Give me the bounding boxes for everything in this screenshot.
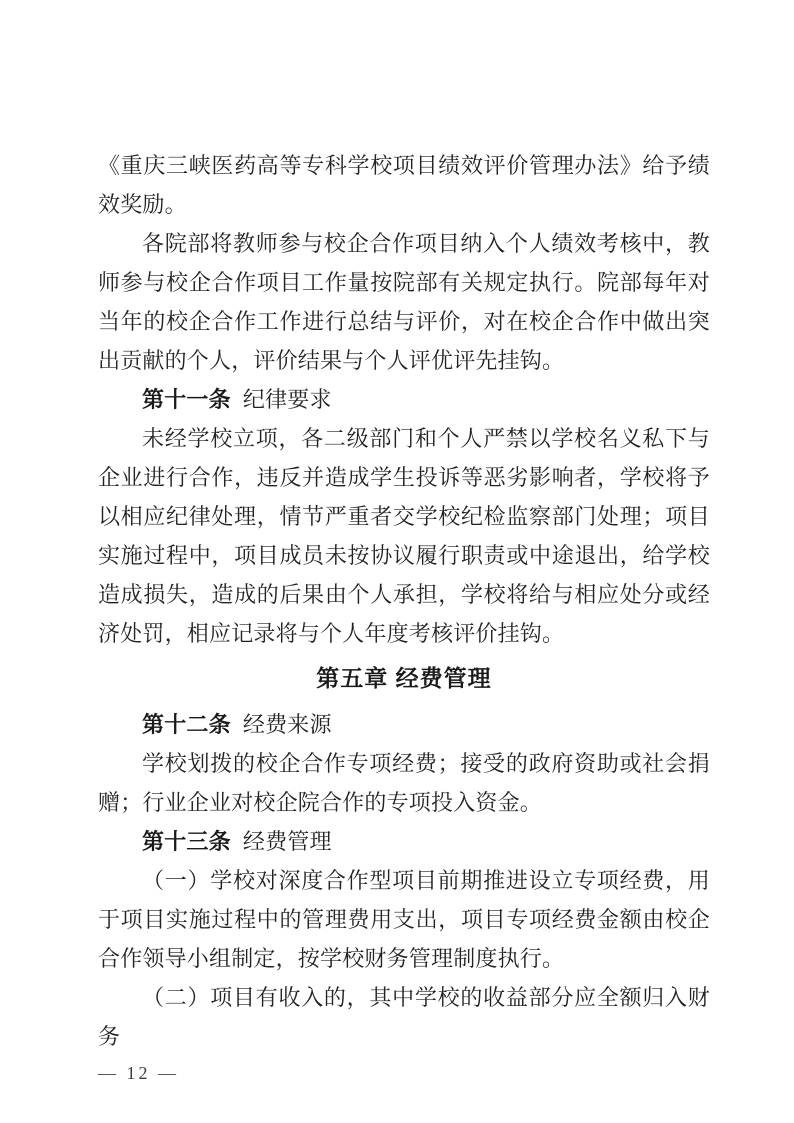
paragraph-body: 学校划拨的校企合作专项经费；接受的政府资助或社会捐赠；行业企业对校企院合作的专项投入资金。 <box>98 751 710 815</box>
article-heading-11 <box>98 380 710 419</box>
page-number: — 12 — <box>98 1063 179 1083</box>
paragraph-body: 未经学校立项，各二级部门和个人严禁以学校名义私下与企业进行合作，违反并造成学生投诉等恶劣影响者，学校将予以相应纪律处理，情节严重者交学校纪检监察部门处理；项目实施过程中，项目成员未按协议履行职责或中途退出，给学校造成损失，造成的后果由个人承担，学校将给与相应处分或经济处罚，相应记录将与个人年度考核评价挂钩。 <box>98 426 710 646</box>
article-number: 第十三条 <box>142 829 231 854</box>
article-heading-13 <box>98 822 710 861</box>
document-body <box>98 146 710 1056</box>
article-heading-12 <box>98 705 710 744</box>
article-title: 经费来源 <box>242 712 332 737</box>
article-title: 纪律要求 <box>242 387 332 412</box>
article-title: 经费管理 <box>242 829 332 854</box>
paragraph-body: （二）项目有收入的，其中学校的收益部分应全额归入财务 <box>98 985 710 1049</box>
paragraph-continuation: 《重庆三峡医药高等专科学校项目绩效评价管理办法》给予绩效奖励。 <box>98 153 710 217</box>
article-number: 第十二条 <box>142 712 231 737</box>
article-number: 第十一条 <box>142 387 231 412</box>
chapter-heading: 第五章 经费管理 <box>316 665 492 691</box>
paragraph-body: （一）学校对深度合作型项目前期推进设立专项经费，用于项目实施过程中的管理费用支出，项目专项经费金额由校企合作领导小组制定，按学校财务管理制度执行。 <box>98 868 710 971</box>
paragraph-body: 各院部将教师参与校企合作项目纳入个人绩效考核中，教师参与校企合作项目工作量按院部有关规定执行。院部每年对当年的校企合作工作进行总结与评价，对在校企合作中做出突出贡献的个人，评价结果与个人评优评先挂钩。 <box>98 231 710 373</box>
